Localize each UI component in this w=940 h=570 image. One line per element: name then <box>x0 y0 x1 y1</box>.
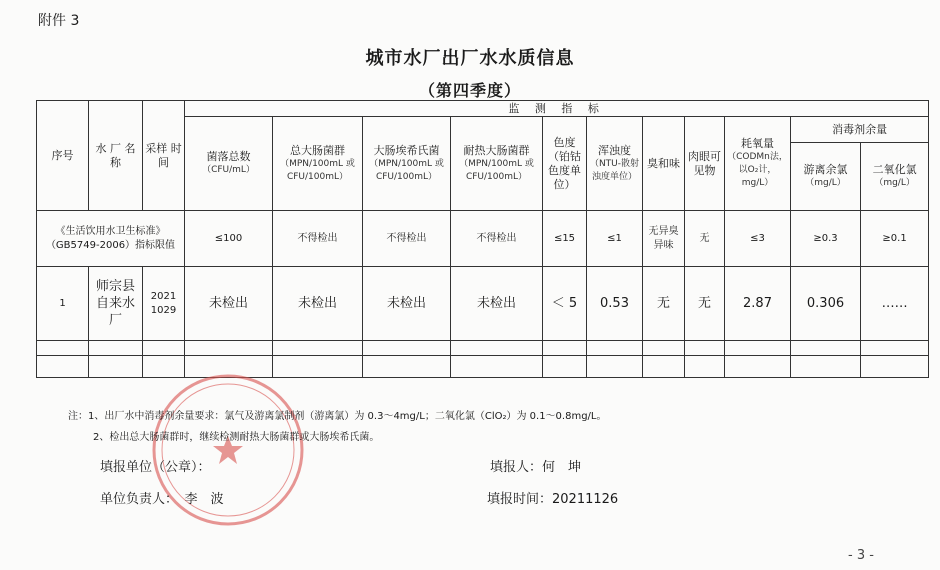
header-thermo-coliform <box>451 117 543 211</box>
header-free-chlorine <box>791 143 861 211</box>
row-ecoli: 未检出 <box>363 267 451 341</box>
header-disinfectant: 消毒剂余量 <box>791 117 929 143</box>
total-coliform-name: 总大肠菌群 <box>290 143 345 157</box>
standard-colony: ≤100 <box>185 211 273 267</box>
row-plant-name: 师宗县自来水厂 <box>89 267 143 341</box>
turbidity-unit: （NTU-散射浊度单位） <box>589 158 640 182</box>
header-cod <box>725 117 791 211</box>
header-sample-time: 采样 时间 <box>143 101 185 211</box>
cod-name: 耗氧量 <box>741 137 774 150</box>
colony-unit: （CFU/mL） <box>202 165 255 175</box>
header-seq: 序号 <box>37 101 89 211</box>
unit-head-label: 单位负责人： 李 波 <box>100 492 224 507</box>
standard-thermo: 不得检出 <box>451 211 543 267</box>
reporter-name: 填报人：何 坤 <box>490 460 582 475</box>
reporting-unit-label: 填报单位（公章）： <box>100 460 211 475</box>
colony-name: 菌落总数 <box>206 150 251 163</box>
cod-unit: （CODMn法，以O₂计，mg/L） <box>727 152 788 188</box>
free-chlorine-name: 游离余氯 <box>803 163 848 176</box>
standard-ecoli: 不得检出 <box>363 211 451 267</box>
report-time: 填报时间：20211126 <box>487 492 619 507</box>
note-2: 2、检出总大肠菌群时，继续检测耐热大肠菌群或大肠埃希氏菌。 <box>93 432 380 443</box>
header-colony-count <box>185 117 273 211</box>
header-total-coliform <box>273 117 363 211</box>
header-plant-name: 水 厂 名 称 <box>89 101 143 211</box>
chlorine-dioxide-name: 二氧化氯 <box>872 163 917 176</box>
ecoli-unit: （MPN/100mL 或CFU/100mL） <box>369 158 444 182</box>
header-turbidity <box>587 117 643 211</box>
total-coliform-unit: （MPN/100mL 或CFU/100mL） <box>280 158 355 182</box>
row-thermo: 未检出 <box>451 267 543 341</box>
standard-cod: ≤3 <box>725 211 791 267</box>
water-quality-table <box>36 100 929 378</box>
standard-color: ≤15 <box>543 211 587 267</box>
row-colony: 未检出 <box>185 267 273 341</box>
turbidity-name: 浑浊度 <box>598 143 631 157</box>
row-turbidity: 0.53 <box>587 267 643 341</box>
standard-visible: 无 <box>685 211 725 267</box>
ecoli-name: 大肠埃希氏菌 <box>373 143 440 157</box>
header-color: 色度（铂钴色度单位） <box>543 117 587 211</box>
row-odor: 无 <box>643 267 685 341</box>
standard-odor: 无异臭异味 <box>643 211 685 267</box>
standard-label: 《生活饮用水卫生标准》（GB5749-2006）指标限值 <box>37 211 185 267</box>
standard-turbidity: ≤1 <box>587 211 643 267</box>
thermo-unit: （MPN/100mL 或CFU/100mL） <box>459 158 534 182</box>
standard-chlorine-dioxide: ≥0.1 <box>861 211 929 267</box>
header-ecoli <box>363 117 451 211</box>
header-odor: 臭和味 <box>643 117 685 211</box>
row-chlorine-dioxide: …… <box>861 267 929 341</box>
standard-free-chlorine: ≥0.3 <box>791 211 861 267</box>
row-free-chlorine: 0.306 <box>791 267 861 341</box>
row-cod: 2.87 <box>725 267 791 341</box>
page-number: - 3 - <box>848 548 874 563</box>
header-visible-matter: 肉眼可见物 <box>685 117 725 211</box>
standard-row <box>37 211 929 267</box>
row-total-coliform: 未检出 <box>273 267 363 341</box>
annex-label: 附件 3 <box>38 13 80 29</box>
note-1: 注：1、出厂水中消毒剂余量要求：氯气及游离氯制剂（游离氯）为 0.3～4mg/L；二氧化氯（ClO₂）为 0.1～0.8mg/L。 <box>68 411 607 422</box>
chlorine-dioxide-unit: （mg/L） <box>874 178 915 188</box>
table-row <box>37 267 929 341</box>
page-title: 城市水厂出厂水水质信息 <box>365 48 575 69</box>
header-indicators-group: 监 测 指 标 <box>185 101 929 117</box>
row-seq: 1 <box>37 267 89 341</box>
thermo-name: 耐热大肠菌群 <box>463 143 530 157</box>
row-sample-time: 2021 1029 <box>143 267 185 341</box>
row-color: ＜ 5 <box>543 267 587 341</box>
free-chlorine-unit: （mg/L） <box>805 178 846 188</box>
row-visible: 无 <box>685 267 725 341</box>
quarter-subtitle: （第四季度） <box>418 81 521 100</box>
empty-row <box>37 341 929 356</box>
standard-total-coliform: 不得检出 <box>273 211 363 267</box>
header-chlorine-dioxide <box>861 143 929 211</box>
